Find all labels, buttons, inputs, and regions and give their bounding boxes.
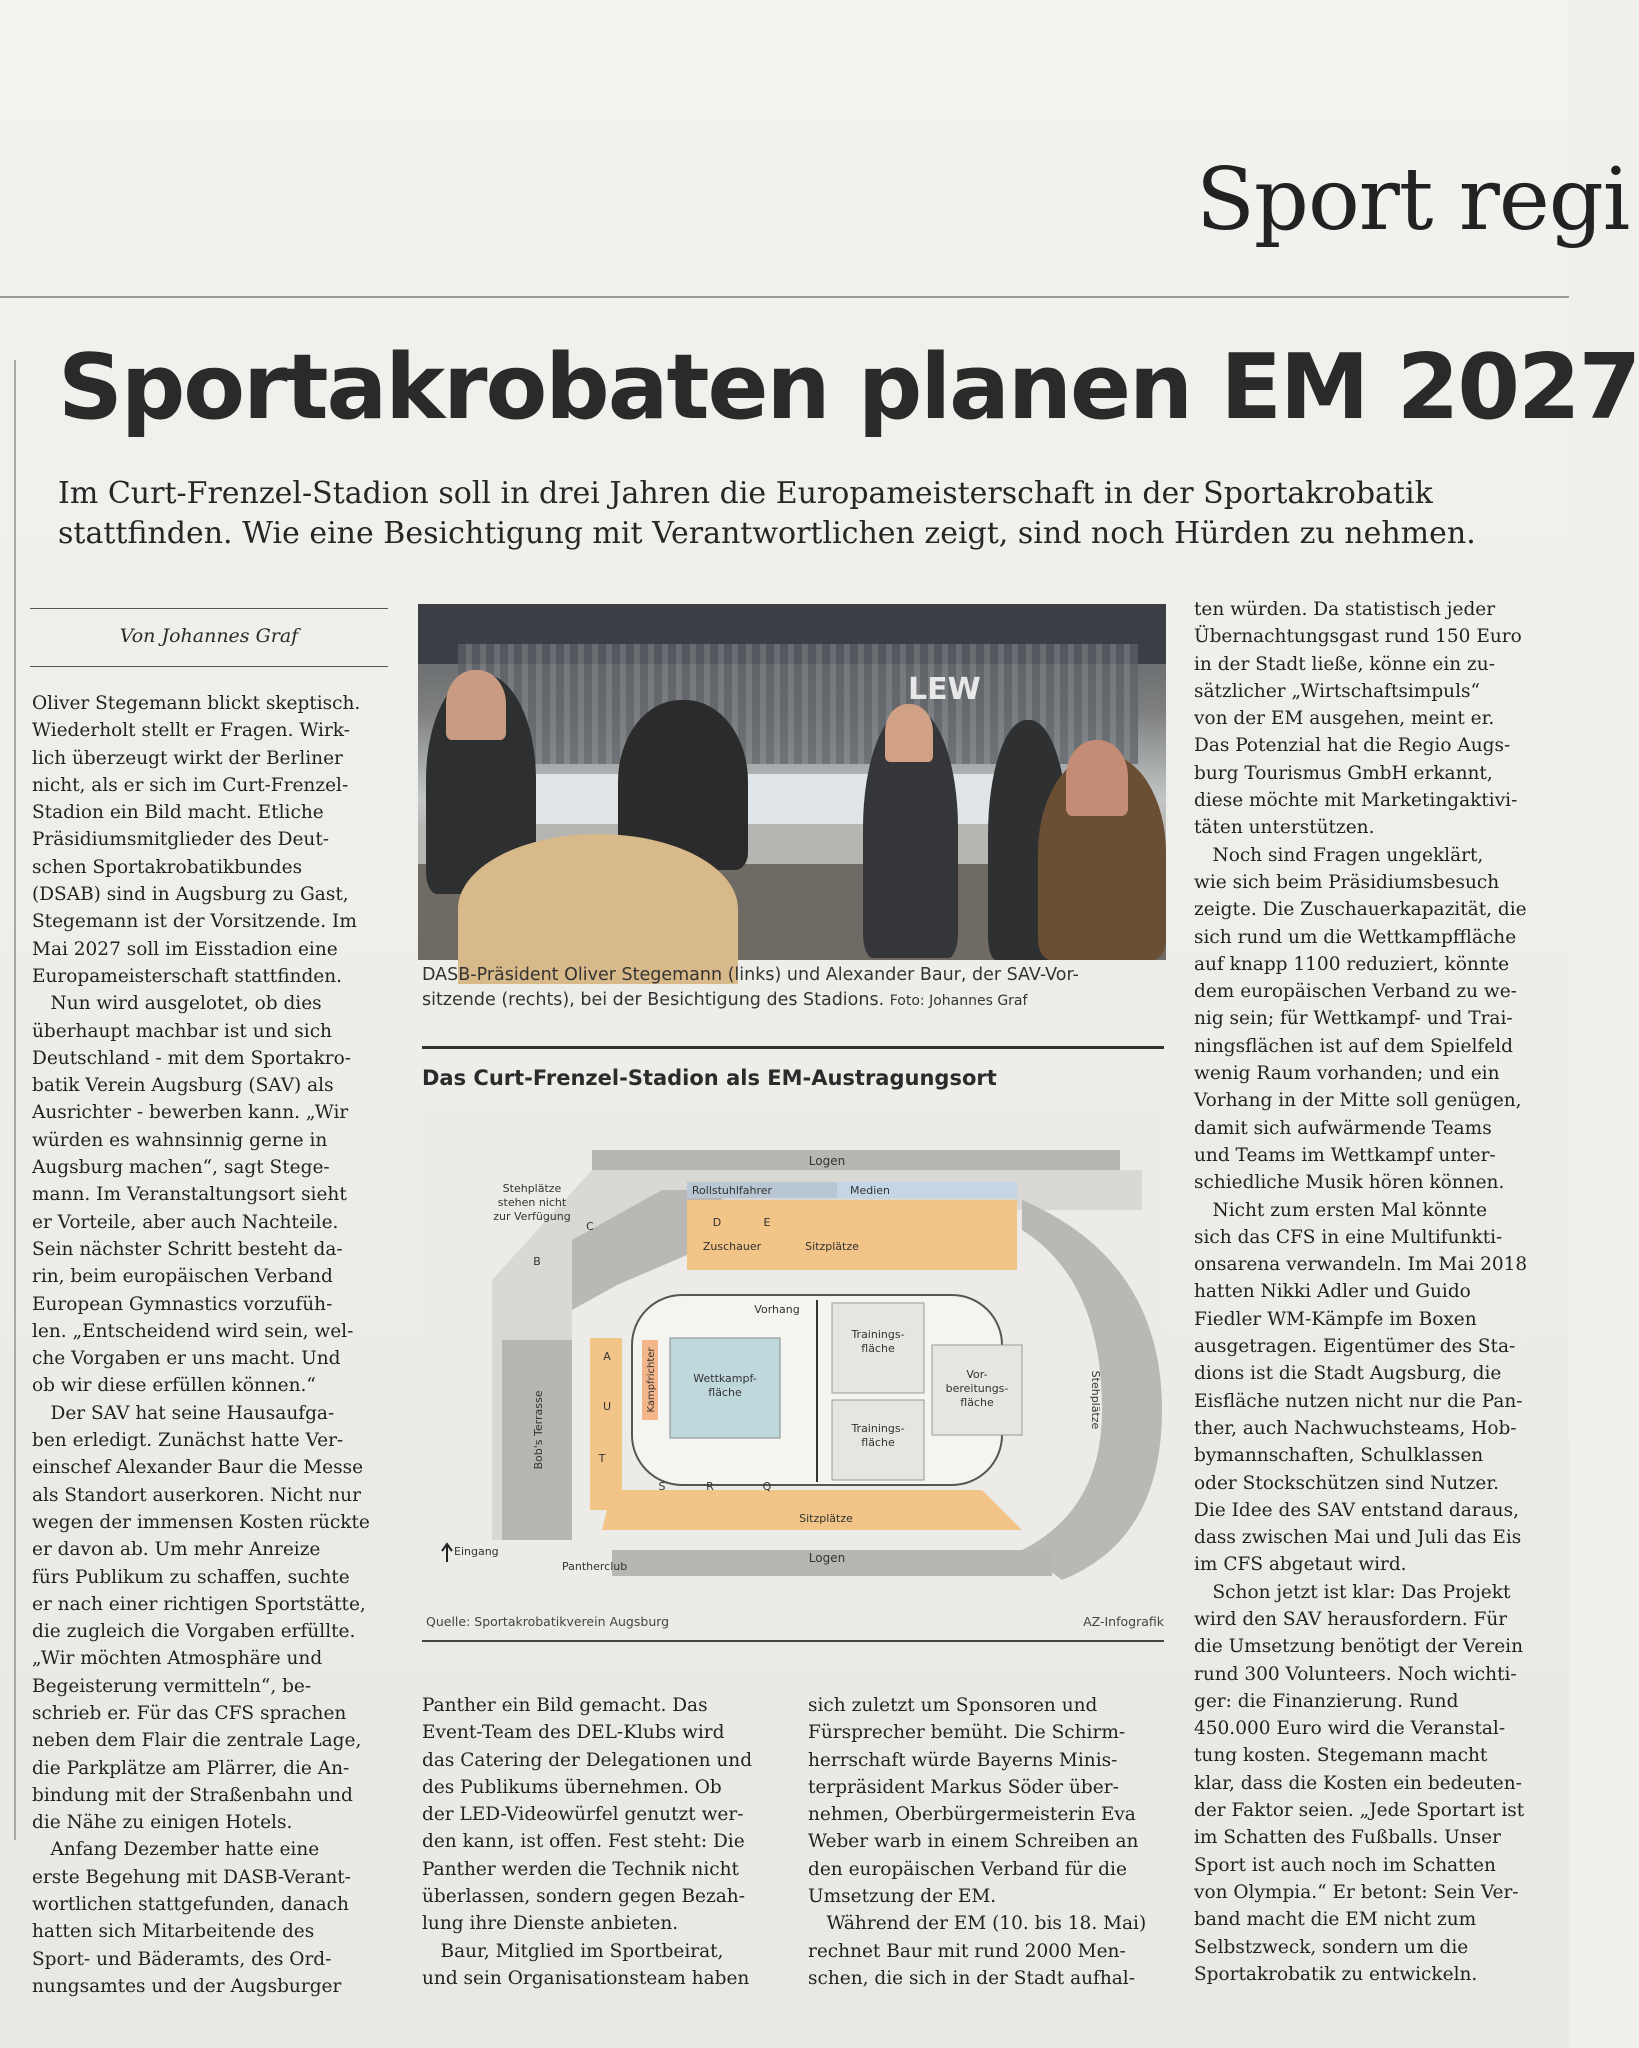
text-line: nig sein; für Wettkampf- und Trai-: [1194, 1008, 1513, 1030]
text-line: Sportakrobatik zu entwickeln.: [1194, 1963, 1478, 1985]
label-vorbereitung: bereitungs-: [945, 1382, 1009, 1395]
text-line: auf knapp 1100 reduziert, könnte: [1194, 953, 1510, 975]
text-line: Präsidiumsmitglieder des Deut-: [32, 829, 330, 851]
caption-line: sitzende (rechts), bei der Besichtigung des Stadions.: [422, 990, 885, 1010]
text-line: wird den SAV herausfordern. Für: [1194, 1608, 1508, 1630]
text-line: Mai 2027 soll im Eisstadion eine: [32, 938, 338, 960]
text-line: nicht, als er sich im Curt-Frenzel-: [32, 774, 349, 796]
infographic-source: Quelle: Sportakrobatikverein Augsburg: [426, 1614, 670, 1629]
text-line: Fiedler WM-Kämpfe im Boxen: [1194, 1308, 1477, 1330]
text-line: als Standort auserkoren. Nicht nur: [32, 1484, 361, 1506]
text-line: mann. Im Veranstaltungsort sieht: [32, 1184, 347, 1206]
text-line: Stadion ein Bild macht. Etliche: [32, 802, 324, 824]
text-line: „Wir möchten Atmosphäre und: [32, 1648, 323, 1670]
text-line: die Nähe zu einigen Hotels.: [32, 1812, 293, 1834]
text-line: European Gymnastics vorzufüh-: [32, 1293, 333, 1315]
text-line: band macht die EM nicht zum: [1194, 1909, 1477, 1931]
label-logen-top: Logen: [808, 1154, 846, 1168]
text-line: Fürsprecher bemüht. Die Schirm-: [808, 1722, 1126, 1744]
text-line: von Olympia.“ Er betont: Sein Ver-: [1194, 1881, 1519, 1903]
stadium-photo: [418, 604, 1166, 960]
text-line: den kann, ist offen. Fest steht: Die: [422, 1831, 745, 1853]
text-line: Panther werden die Technik nicht: [422, 1858, 739, 1880]
text-line: Nun wird ausgelotet, ob dies: [32, 993, 322, 1015]
photo-credit: Foto: Johannes Graf: [889, 993, 1028, 1009]
text-line: er davon ab. Um mehr Anreize: [32, 1539, 321, 1561]
text-line: ausgetragen. Eigentümer des Sta-: [1194, 1336, 1516, 1358]
label-medien: Medien: [849, 1184, 891, 1197]
text-line: lung ihre Dienste anbieten.: [422, 1913, 679, 1935]
text-line: diese möchte mit Marketingaktivi-: [1194, 790, 1518, 812]
text-line: burg Tourismus GmbH erkannt,: [1194, 762, 1493, 784]
label-kampfrichter: Kampfrichter: [646, 1347, 657, 1413]
text-line: Der SAV hat seine Hausaufga-: [32, 1402, 335, 1424]
article-column-4: [1194, 596, 1564, 1988]
text-line: neben dem Flair die zentrale Lage,: [32, 1730, 362, 1752]
text-line: Ausrichter - bewerben kann. „Wir: [32, 1102, 349, 1124]
article-column-3: [808, 1692, 1168, 1992]
stadium-diagram: [422, 1110, 1164, 1610]
label-block: R: [706, 1480, 714, 1493]
caption-line: DASB-Präsident Oliver Stegemann (links) und Alexander Baur, der SAV-Vor-: [422, 965, 1079, 985]
text-line: dions ist die Stadt Augsburg, die: [1194, 1363, 1502, 1385]
text-line: onsarena verwandeln. Im Mai 2018: [1194, 1254, 1528, 1276]
text-line: Umsetzung der EM.: [808, 1886, 997, 1908]
text-line: sich zuletzt um Sponsoren und: [808, 1695, 1098, 1716]
label-bobs-terrasse: Bob's Terrasse: [532, 1390, 545, 1470]
infographic-rule: [422, 1046, 1164, 1049]
label-wettkampf: fläche: [708, 1386, 742, 1399]
infographic-bottom-rule: [422, 1640, 1164, 1642]
text-line: der Faktor seien. „Jede Sportart ist: [1194, 1800, 1525, 1822]
text-line: 450.000 Euro wird die Veranstal-: [1194, 1718, 1506, 1740]
text-line: bymannschaften, Schulklassen: [1194, 1445, 1484, 1467]
text-line: wegen der immensen Kosten rückte: [32, 1511, 370, 1533]
text-line: Übernachtungsgast rund 150 Euro: [1194, 626, 1522, 648]
text-line: nungsamtes und der Augsburger: [32, 1975, 342, 1997]
text-line: einschef Alexander Baur die Messe: [32, 1457, 364, 1479]
text-line: len. „Entscheidend wird sein, wel-: [32, 1320, 354, 1342]
text-line: von der EM ausgehen, meint er.: [1194, 708, 1495, 730]
text-line: rund 300 Volunteers. Noch wichti-: [1194, 1663, 1517, 1685]
text-line: wenig Raum vorhanden; und ein: [1194, 1063, 1500, 1085]
text-line: Stegemann ist der Vorsitzende. Im: [32, 911, 357, 933]
label-stehplaetze-right: Stehplätze: [1089, 1370, 1102, 1430]
article-column-1: [32, 690, 397, 2000]
label-sitzplaetze-top: Sitzplätze: [805, 1240, 859, 1253]
label-block: C: [586, 1220, 594, 1233]
person-head-baur: [1066, 740, 1128, 816]
text-line: Begeisterung vermitteln“, be-: [32, 1675, 312, 1697]
text-line: überlassen, sondern gegen Bezah-: [422, 1886, 745, 1908]
text-line: schiedliche Musik hören können.: [1194, 1172, 1505, 1194]
text-line: Die Idee des SAV entstand daraus,: [1194, 1499, 1519, 1521]
text-line: Sport ist auch noch im Schatten: [1194, 1854, 1496, 1876]
text-line: damit sich aufwärmende Teams: [1194, 1117, 1492, 1139]
text-line: lich überzeugt wirkt der Berliner: [32, 747, 343, 769]
text-line: im Schatten des Fußballs. Unser: [1194, 1827, 1501, 1849]
text-line: fürs Publikum zu schaffen, suchte: [32, 1566, 350, 1588]
person-foreground-hair: [458, 834, 738, 984]
text-line: der LED-Videowürfel genutzt wer-: [422, 1804, 744, 1826]
text-line: dass zwischen Mai und Juli das Eis: [1194, 1527, 1522, 1549]
label-block: B: [533, 1255, 541, 1268]
label-pantherclub: Pantherclub: [562, 1560, 628, 1573]
text-line: Augsburg machen“, sagt Stege-: [32, 1157, 330, 1179]
text-line: schrieb er. Für das CFS sprachen: [32, 1702, 347, 1724]
text-line: und sein Organisationsteam haben: [422, 1967, 750, 1989]
subline: [58, 474, 1548, 554]
text-line: würden es wahnsinnig gerne in: [32, 1129, 328, 1151]
text-line: hatten sich Mitarbeitende des: [32, 1921, 315, 1943]
label-training-1: Trainings-: [851, 1328, 905, 1341]
person-head-center: [885, 704, 933, 762]
text-line: sätzlicher „Wirtschaftsimpuls“: [1194, 680, 1480, 702]
label-wettkampf: Wettkampf-: [693, 1372, 757, 1385]
text-line: des Publikums übernehmen. Ob: [422, 1776, 722, 1798]
text-line: Anfang Dezember hatte eine: [32, 1839, 320, 1861]
header-rule: [0, 296, 1569, 298]
text-line: Panther ein Bild gemacht. Das: [422, 1695, 708, 1716]
text-line: zeigte. Die Zuschauerkapazität, die: [1194, 899, 1527, 921]
text-line: Baur, Mitglied im Sportbeirat,: [422, 1940, 724, 1962]
text-line: schen Sportakrobatikbundes: [32, 856, 303, 878]
text-line: die Parkplätze am Plärrer, die An-: [32, 1757, 350, 1779]
text-line: ten würden. Da statistisch jeder: [1194, 599, 1496, 620]
text-line: er Vorteile, aber auch Nachteile.: [32, 1211, 339, 1233]
photo-banner: LEW: [908, 672, 981, 707]
left-column-rule: [14, 360, 16, 1840]
subline-line: stattfinden. Wie eine Besichtigung mit Verantwortlichen zeigt, sind noch Hürden zu nehmen.: [58, 516, 1476, 551]
text-line: erste Begehung mit DASB-Verant-: [32, 1866, 351, 1888]
text-line: Während der EM (10. bis 18. Mai): [808, 1913, 1147, 1935]
label-sitzplaetze-bottom: Sitzplätze: [799, 1512, 853, 1525]
text-line: wie sich beim Präsidiumsbesuch: [1194, 871, 1500, 893]
text-line: (DSAB) sind in Augsburg zu Gast,: [32, 884, 349, 906]
text-line: täten unterstützen.: [1194, 817, 1375, 839]
text-line: Event-Team des DEL-Klubs wird: [422, 1722, 725, 1744]
text-line: ther, auch Nachwuchsteams, Hob-: [1194, 1417, 1517, 1439]
text-line: rechnet Baur mit rund 2000 Men-: [808, 1940, 1126, 1962]
label-block: U: [602, 1400, 612, 1413]
text-line: Sport- und Bäderamts, des Ord-: [32, 1948, 332, 1970]
text-line: den europäischen Verband für die: [808, 1858, 1127, 1880]
text-line: ob wir diese erfüllen können.“: [32, 1375, 316, 1397]
text-line: Europameisterschaft stattfinden.: [32, 965, 343, 987]
text-line: nehmen, Oberbürgermeisterin Eva: [808, 1804, 1136, 1826]
text-line: im CFS abgetaut wird.: [1194, 1554, 1407, 1576]
label-training-1: fläche: [861, 1342, 895, 1355]
label-stehplaetze-note: stehen nicht: [497, 1196, 567, 1209]
text-line: oder Stockschützen sind Nutzer.: [1194, 1472, 1500, 1494]
text-line: Oliver Stegemann blickt skeptisch.: [32, 693, 361, 714]
text-line: sich rund um die Wettkampffläche: [1194, 926, 1517, 948]
text-line: Eisfläche nutzen nicht nur die Pan-: [1194, 1390, 1523, 1412]
infographic-credit: AZ-Infografik: [1083, 1614, 1164, 1629]
label-block: T: [598, 1452, 606, 1465]
label-block: A: [603, 1350, 611, 1363]
byline-rule-top: [30, 608, 388, 609]
text-line: klar, dass die Kosten ein bedeuten-: [1194, 1772, 1522, 1794]
text-line: Vorhang in der Mitte soll genügen,: [1194, 1090, 1522, 1112]
seats-top: [687, 1200, 1017, 1270]
text-line: ger: die Finanzierung. Rund: [1194, 1690, 1459, 1712]
text-line: batik Verein Augsburg (SAV) als: [32, 1075, 334, 1097]
text-line: terpräsident Markus Söder über-: [808, 1776, 1119, 1798]
text-line: ben erledigt. Zunächst hatte Ver-: [32, 1430, 344, 1452]
text-line: die zugleich die Vorgaben erfüllte.: [32, 1621, 356, 1643]
text-line: Wiederholt stellt er Fragen. Wirk-: [32, 720, 350, 742]
label-stehplaetze-note: Stehplätze: [502, 1182, 562, 1195]
label-rollstuhl: Rollstuhlfahrer: [691, 1184, 773, 1197]
text-line: Selbstzweck, sondern um die: [1194, 1936, 1469, 1958]
text-line: Schon jetzt ist klar: Das Projekt: [1194, 1581, 1511, 1603]
label-vorbereitung: Vor-: [966, 1368, 988, 1381]
text-line: Noch sind Fragen ungeklärt,: [1194, 844, 1484, 866]
section-title: Sport regi: [1196, 150, 1630, 250]
label-block: Q: [762, 1480, 772, 1493]
text-line: bindung mit der Straßenbahn und: [32, 1784, 353, 1806]
label-vorhang: Vorhang: [754, 1303, 800, 1316]
text-line: Deutschland - mit dem Sportakro-: [32, 1047, 352, 1069]
text-line: Sein nächster Schritt besteht da-: [32, 1238, 343, 1260]
text-line: rin, beim europäischen Verband: [32, 1266, 333, 1288]
text-line: Das Potenzial hat die Regio Augs-: [1194, 735, 1511, 757]
text-line: in der Stadt ließe, könne ein zu-: [1194, 653, 1495, 675]
label-logen-bottom: Logen: [808, 1551, 846, 1565]
text-line: herrschaft würde Bayerns Minis-: [808, 1749, 1118, 1771]
person-head-left: [446, 670, 506, 740]
byline-rule-bottom: [30, 666, 388, 667]
photo-caption: [422, 963, 1166, 1014]
infographic-title: Das Curt-Frenzel-Stadion als EM-Austragungsort: [422, 1066, 997, 1090]
label-vorbereitung: fläche: [960, 1396, 994, 1409]
text-line: hatten Nikki Adler und Guido: [1194, 1281, 1471, 1303]
text-line: ningsflächen ist auf dem Spielfeld: [1194, 1035, 1513, 1057]
text-line: Nicht zum ersten Mal könnte: [1194, 1199, 1488, 1221]
stadium-diagram-svg: [422, 1110, 1164, 1610]
label-zuschauer: Zuschauer: [702, 1240, 762, 1253]
text-line: die Umsetzung benötigt der Verein: [1194, 1636, 1523, 1658]
article-column-2: [422, 1692, 782, 1992]
headline: Sportakrobaten planen EM 2027: [58, 335, 1639, 440]
text-line: schen, die sich in der Stadt aufhal-: [808, 1967, 1135, 1989]
label-training-2: fläche: [861, 1436, 895, 1449]
label-stehplaetze-note: zur Verfügung: [493, 1210, 571, 1223]
text-line: er nach einer richtigen Sportstätte,: [32, 1593, 366, 1615]
text-line: dem europäischen Verband zu we-: [1194, 981, 1517, 1003]
label-eingang: Eingang: [454, 1545, 499, 1558]
byline: Von Johannes Graf: [119, 625, 299, 647]
label-block: S: [658, 1480, 666, 1493]
text-line: wortlichen stattgefunden, danach: [32, 1894, 349, 1916]
label-training-2: Trainings-: [851, 1422, 905, 1435]
text-line: tung kosten. Stegemann macht: [1194, 1745, 1488, 1767]
text-line: und Teams im Wettkampf unter-: [1194, 1144, 1496, 1166]
text-line: das Catering der Delegationen und: [422, 1749, 753, 1771]
label-block: D: [712, 1216, 722, 1229]
text-line: sich das CFS in eine Multifunkti-: [1194, 1226, 1503, 1248]
seats-left: [590, 1338, 622, 1510]
subline-line: Im Curt-Frenzel-Stadion soll in drei Jahren die Europameisterschaft in der Sportakrobatik: [58, 476, 1433, 511]
text-line: Weber warb in einem Schreiben an: [808, 1831, 1139, 1853]
text-line: che Vorgaben er uns macht. Und: [32, 1348, 341, 1370]
logen-top-bar: [592, 1150, 1120, 1170]
label-block: E: [763, 1216, 771, 1229]
text-line: überhaupt machbar ist und sich: [32, 1020, 332, 1042]
